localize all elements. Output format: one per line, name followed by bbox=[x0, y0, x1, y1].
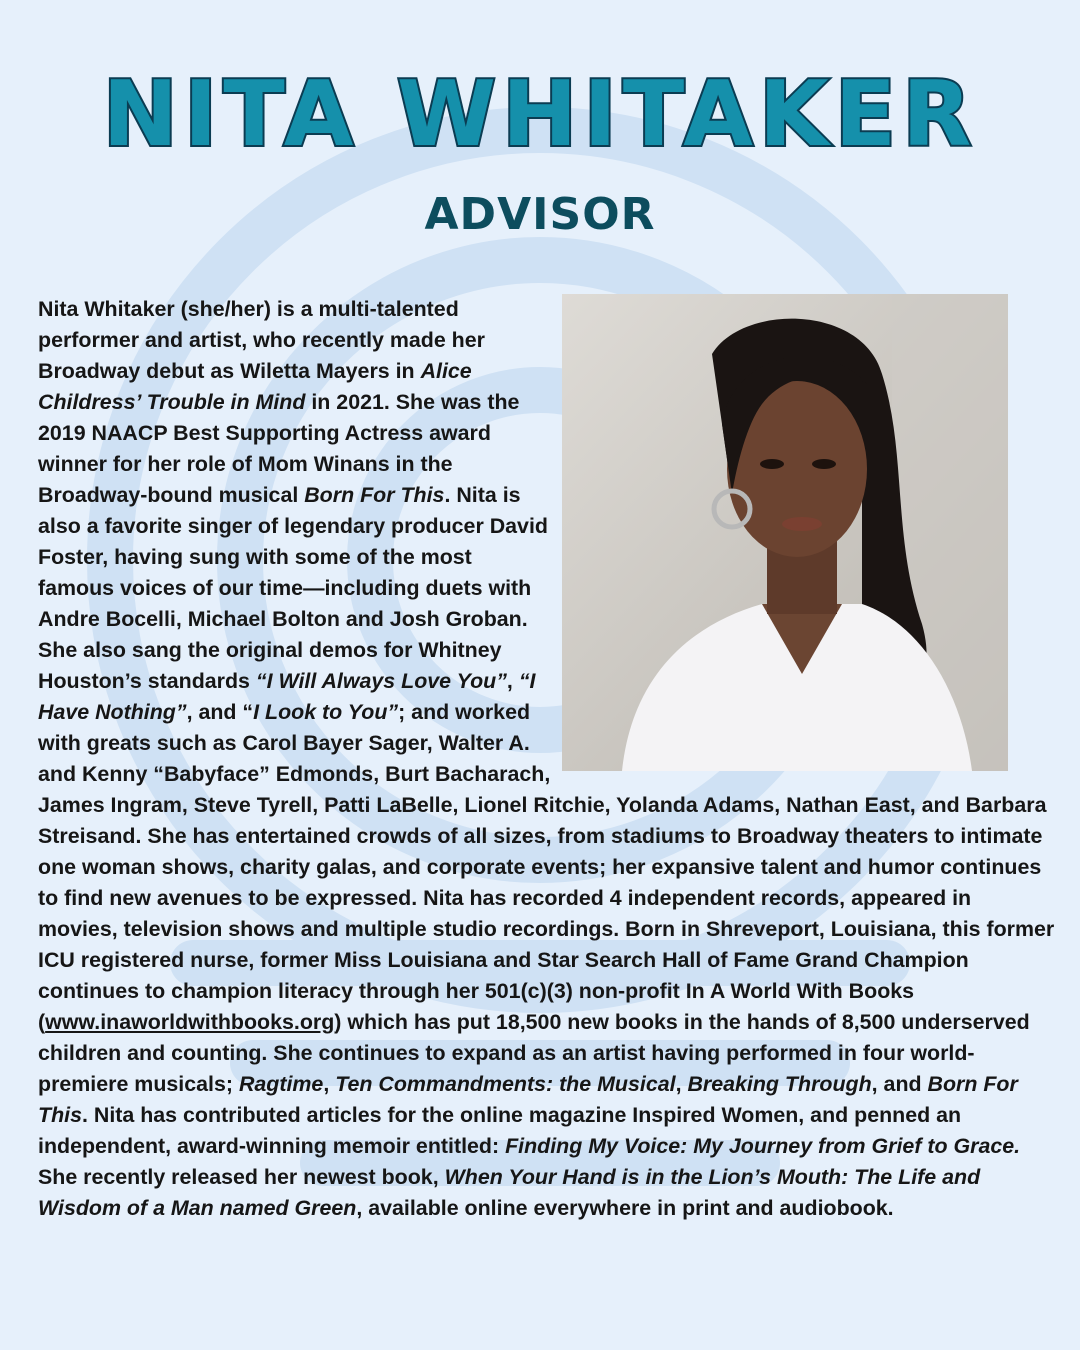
bio-segment: in 2021. She was the 2019 NAACP Best Supporting Actress award winner for her role of Mom Winans in the Broadway-bound musical bbox=[38, 390, 520, 507]
bio-italic-title: Born For This bbox=[304, 483, 445, 507]
role-subtitle: ADVISOR bbox=[424, 189, 656, 240]
portrait-illustration bbox=[562, 294, 1008, 771]
bio-italic-title: Born For This bbox=[38, 1072, 1018, 1127]
portrait-photo bbox=[562, 294, 1008, 771]
bio-italic-title: Ten Commandments: the Musical bbox=[335, 1072, 676, 1096]
bio-segment: . Nita is also a favorite singer of legendary producer David Foster, having sung with some of the most famous voices of our time—including duets with Andre Bocelli, Michael Bolton and Josh Groban. She also sang the original demos for Whitney Houston’s standards bbox=[38, 483, 548, 693]
bio-italic-title: “I Will Always Love You” bbox=[255, 669, 507, 693]
bio-italic-title: Breaking Through bbox=[687, 1072, 872, 1096]
bio-text bbox=[38, 294, 1056, 1224]
bio-segment: Nita Whitaker (she/her) is a multi-talented performer and artist, who recently made her Broadway debut as Wiletta Mayers in bbox=[38, 297, 485, 383]
bio-italic-title: Alice Childress’ Trouble in Mind bbox=[38, 359, 472, 414]
page-title: NITA WHITAKER bbox=[102, 62, 978, 167]
bio-italic-title: When Your Hand is in the Lion’s Mouth: The Life and Wisdom of a Man named Green bbox=[38, 1165, 981, 1220]
bio-italic-title: “I Have Nothing” bbox=[38, 669, 536, 724]
bio-italic-title: I Look to You” bbox=[253, 700, 399, 724]
bio-segment: ) which has put 18,500 new books in the hands of 8,500 underserved children and counting. She continues to expand as an artist having performed in four world-premiere musicals; bbox=[38, 1010, 1030, 1096]
bio-italic-title: Finding My Voice: My Journey from Grief to Grace. bbox=[505, 1134, 1021, 1158]
bio-segment: She recently released her newest book, bbox=[38, 1165, 445, 1189]
bio-segment: , and “ bbox=[186, 700, 254, 724]
website-link[interactable]: www.inaworldwithbooks.org bbox=[45, 1010, 335, 1034]
bio-segment: , bbox=[506, 669, 519, 693]
bio-italic-title: Ragtime bbox=[238, 1072, 324, 1096]
bio-segment: , bbox=[675, 1072, 688, 1096]
bio-segment: , available online everywhere in print and audiobook. bbox=[356, 1196, 894, 1220]
bio-segment: , bbox=[323, 1072, 336, 1096]
bio-segment: ; and worked with greats such as Carol Bayer Sager, Walter A. and Kenny “Babyface” Edmonds, Burt Bacharach, James Ingram, Steve Tyrell, Patti LaBelle, Lionel Ritchie, Yolanda Adams, Nathan East, and Barbara Streisand. She has entertained crowds of all sizes, from stadiums to Broadway theaters to intimate one woman shows, charity galas, and corporate events; her expansive talent and humor continues to find new avenues to be expressed. Nita has recorded 4 independent records, appeared in movies, television shows and multiple studio recordings. Born in Shreveport, Louisiana, this former ICU registered nurse, former Miss Louisiana and Star Search Hall of Fame Grand Champion continues to champion literacy through her 501(c)(3) non-profit In A World With Books ( bbox=[38, 700, 1055, 1034]
bio-segment: , and bbox=[871, 1072, 928, 1096]
bio-segment: . Nita has contributed articles for the online magazine Inspired Women, and penned an independent, award-winning memoir entitled: bbox=[38, 1103, 962, 1158]
